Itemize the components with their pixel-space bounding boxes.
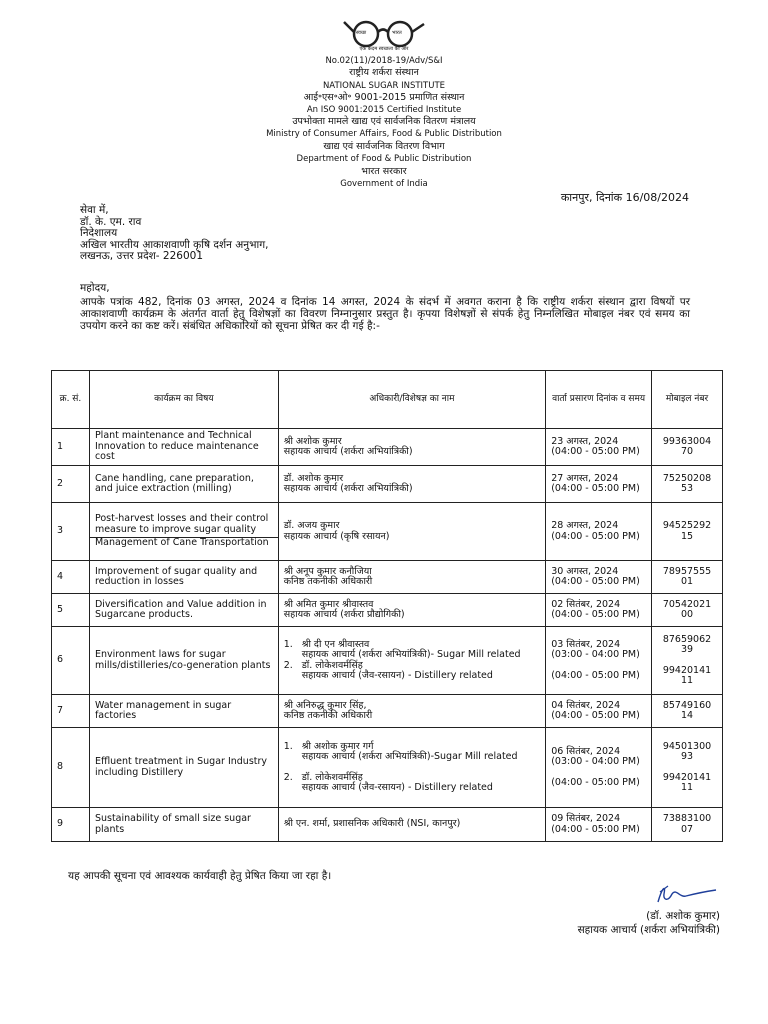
cell-officer xyxy=(278,503,545,561)
cell-mobile xyxy=(652,429,723,466)
mobile-part: 14 xyxy=(680,710,694,721)
mobile-part: 11 xyxy=(680,782,694,793)
mobile-part: 78957555 xyxy=(662,565,712,577)
topic-line: Management of Cane Transportation xyxy=(90,537,278,549)
broadcast-date: 03 सितंबर, 2024 xyxy=(551,638,621,650)
cell-topic: Plant maintenance and Technical Innovation to reduce maintenance cost xyxy=(89,429,278,466)
mobile-part: 94525292 xyxy=(662,520,712,531)
header-officer: अधिकारी/विशेषज्ञ का नाम xyxy=(278,371,545,429)
table-row xyxy=(52,627,723,695)
header-mobile: मोबाइल नंबर xyxy=(652,371,723,429)
cell-date xyxy=(546,728,652,808)
broadcast-time: (04:00 - 05:00 PM) xyxy=(551,530,640,542)
government-english: Government of India xyxy=(340,179,428,189)
officer-designation: सहायक आचार्य (शर्करा अभियांत्रिकी)- Sugar Mill related xyxy=(301,649,521,660)
table-row xyxy=(52,808,723,842)
officer-name: डॉ. अजय कुमार xyxy=(283,520,340,531)
cell-mobile xyxy=(652,695,723,728)
officer-name: डॉ. अशोक कुमार xyxy=(283,472,344,484)
mobile-part: 73883100 xyxy=(662,813,712,824)
broadcast-time: (04:00 - 05:00 PM) xyxy=(551,669,640,681)
broadcast-time: (04:00 - 05:00 PM) xyxy=(551,576,640,587)
cell-date xyxy=(546,808,652,842)
cell-mobile xyxy=(652,728,723,808)
signatory-designation: सहायक आचार्य (शर्करा अभियांत्रिकी) xyxy=(577,924,720,936)
cell-date xyxy=(546,594,652,627)
cell-serial: 3 xyxy=(52,503,90,561)
officer-designation: कनिष्ठ तकनीकी अधिकारी xyxy=(283,576,373,587)
cell-topic: Water management in sugar factories xyxy=(89,695,278,728)
broadcast-date: 28 अगस्त, 2024 xyxy=(551,520,619,531)
officer-designation: सहायक आचार्य (शर्करा अभियांत्रिकी) xyxy=(283,446,413,457)
cell-date xyxy=(546,466,652,503)
ministry-english: Ministry of Consumer Affairs, Food & Public Distribution xyxy=(266,129,502,139)
cell-serial: 9 xyxy=(52,808,90,842)
broadcast-time: (04:00 - 05:00 PM) xyxy=(551,446,640,457)
officer-designation: सहायक आचार्य (शर्करा अभियांत्रिकी)-Sugar Mill related xyxy=(301,751,518,762)
body-paragraph: आपके पत्रांक 482, दिनांक 03 अगस्त, 2024 व दिनांक 14 अगस्त, 2024 के संदर्भ में अवगत कराना है कि राष्ट्रीय शर्करा संस्थान द्वारा विषयों पर आकाशवाणी कार्यक्रम के अंतर्गत वार्ता हेतु विशेषज्ञों का विवरण निम्नानुसार प्रस्तुत है। कृपया विशेषज्ञों से संपर्क हेतु निम्नलिखित मोबाइल नंबर एवं समय का उपयोग करने का कष्ट करें। संबंधित अधिकारियों को सूचना प्रेषित कर दी गई है:- xyxy=(80,296,690,333)
signatory-name: (डॉ. अशोक कुमार) xyxy=(646,910,720,922)
officer-name: श्री दी एन श्रीवास्तव xyxy=(301,638,370,650)
broadcast-date: 04 सितंबर, 2024 xyxy=(551,699,621,711)
broadcast-date: 30 अगस्त, 2024 xyxy=(551,565,619,577)
table-row xyxy=(52,503,723,561)
addressee-line: लखनऊ, उत्तर प्रदेश- 226001 xyxy=(80,250,203,263)
table-row xyxy=(52,561,723,594)
officer-name: श्री अशोक कुमार xyxy=(283,435,342,447)
iso-english: An ISO 9001:2015 Certified Institute xyxy=(306,105,462,115)
mobile-part: 99363004 xyxy=(662,435,712,447)
logo-text-right: भारत xyxy=(392,30,402,36)
cell-officer: श्री एन. शर्मा, प्रशासनिक अधिकारी (NSI, कानपुर) xyxy=(278,808,545,842)
date-line: कानपुर, दिनांक 16/08/2024 xyxy=(560,191,689,204)
table-row xyxy=(52,728,723,808)
table-header-row xyxy=(52,371,723,429)
table-row xyxy=(52,695,723,728)
broadcast-time: (04:00 - 05:00 PM) xyxy=(551,710,640,721)
cell-topic: Environment laws for sugar mills/distilleries/co-generation plants xyxy=(89,627,278,695)
government-hindi: भारत सरकार xyxy=(361,166,407,177)
salutation: महोदय, xyxy=(80,282,110,294)
cell-topic: Cane handling, cane preparation, and juice extraction (milling) xyxy=(89,466,278,503)
institute-name-hindi: राष्ट्रीय शर्करा संस्थान xyxy=(349,67,419,78)
logo-tagline: एक कदम स्वच्छता की ओर xyxy=(359,46,409,52)
officer-entry: 2. डॉ. लोकेशवर्मसिंह xyxy=(283,659,363,671)
cell-date xyxy=(546,561,652,594)
cell-serial: 1 xyxy=(52,429,90,466)
table-row xyxy=(52,594,723,627)
cell-mobile xyxy=(652,503,723,561)
broadcast-date: 06 सितंबर, 2024 xyxy=(551,745,621,757)
ministry-hindi: उपभोक्ता मामले खाद्य एवं सार्वजनिक वितरण मंत्रालय xyxy=(292,116,476,127)
cell-date xyxy=(546,695,652,728)
broadcast-time: (03:00 - 04:00 PM) xyxy=(551,756,640,768)
officer-designation: सहायक आचार्य (शर्करा अभियांत्रिकी) xyxy=(283,483,413,494)
mobile-part: 93 xyxy=(680,751,694,762)
department-english: Department of Food & Public Distribution xyxy=(296,154,472,164)
broadcast-time: (04:00 - 05:00 PM) xyxy=(551,609,640,620)
mobile-part: 15 xyxy=(680,530,694,542)
cell-date xyxy=(546,503,652,561)
addressee-line: डॉ. के. एम. राव xyxy=(80,215,142,228)
institute-name-english: NATIONAL SUGAR INSTITUTE xyxy=(322,81,446,91)
officer-entry: 1. श्री अशोक कुमार गर्ग xyxy=(283,740,374,752)
broadcast-time: (03:00 - 04:00 PM) xyxy=(551,649,640,661)
cell-officer xyxy=(278,594,545,627)
cell-officer xyxy=(278,695,545,728)
header-date: वार्ता प्रसारण दिनांक व समय xyxy=(546,371,652,429)
officer-entry: 2. डॉ. लोकेशवर्मसिंह xyxy=(283,771,363,783)
mobile-part: 75250208 xyxy=(662,472,712,484)
schedule-table xyxy=(51,370,723,842)
officer-name: श्री अशोक कुमार गर्ग xyxy=(301,740,374,752)
addressee-line: निदेशालय xyxy=(80,227,118,240)
officer-designation: सहायक आचार्य (जैव-रसायन) - Distillery related xyxy=(301,670,493,681)
logo-text-left: स्वच्छ xyxy=(356,30,367,36)
header-topic: कार्यक्रम का विषय xyxy=(89,371,278,429)
officer-entry: 1. श्री दी एन श्रीवास्तव xyxy=(283,638,370,650)
mobile-part: 70 xyxy=(680,446,694,457)
signature-icon xyxy=(652,880,722,910)
officer-designation: कनिष्ठ तकनीकी अधिकारी xyxy=(283,710,373,721)
cell-serial: 4 xyxy=(52,561,90,594)
cell-serial: 5 xyxy=(52,594,90,627)
officer-name: डॉ. लोकेशवर्मसिंह xyxy=(301,771,363,783)
cell-topic: Sustainability of small size sugar plants xyxy=(89,808,278,842)
broadcast-date: 23 अगस्त, 2024 xyxy=(551,435,619,447)
broadcast-date: 02 सितंबर, 2024 xyxy=(551,598,621,610)
officer-name: श्री अनूप कुमार कनौजिया xyxy=(283,565,372,577)
department-hindi: खाद्य एवं सार्वजनिक वितरण विभाग xyxy=(323,141,445,152)
addressee-line: अखिल भारतीय आकाशवाणी कृषि दर्शन अनुभाग, xyxy=(80,238,269,251)
cell-officer xyxy=(278,728,545,808)
mobile-part: 07 xyxy=(680,823,694,835)
iso-hindi: आई॰एस॰ओ॰ 9001-2015 प्रमाणित संस्थान xyxy=(303,92,465,103)
cell-serial: 6 xyxy=(52,627,90,695)
officer-designation: सहायक आचार्य (जैव-रसायन) - Distillery related xyxy=(301,782,493,793)
mobile-part: 99420141 xyxy=(662,771,712,783)
cell-date xyxy=(546,429,652,466)
cell-officer xyxy=(278,561,545,594)
cell-mobile xyxy=(652,627,723,695)
broadcast-time: (04:00 - 05:00 PM) xyxy=(551,823,640,835)
header-serial: क्र. सं. xyxy=(52,371,90,429)
cell-mobile xyxy=(652,808,723,842)
mobile-part: 00 xyxy=(680,609,694,620)
mobile-part: 85749160 xyxy=(662,699,712,711)
cell-officer xyxy=(278,429,545,466)
broadcast-date: 09 सितंबर, 2024 xyxy=(551,813,621,824)
broadcast-time: (04:00 - 05:00 PM) xyxy=(551,776,640,788)
cell-serial: 2 xyxy=(52,466,90,503)
officer-designation: सहायक आचार्य (कृषि रसायन) xyxy=(283,530,390,542)
cell-mobile xyxy=(652,594,723,627)
cell-mobile xyxy=(652,466,723,503)
cell-topic: Effluent treatment in Sugar Industry including Distillery xyxy=(89,728,278,808)
closing-line: यह आपकी सूचना एवं आवश्यक कार्यवाही हेतु प्रेषित किया जा रहा है। xyxy=(68,870,332,882)
cell-serial: 7 xyxy=(52,695,90,728)
broadcast-time: (04:00 - 05:00 PM) xyxy=(551,483,640,494)
mobile-part: 99420141 xyxy=(662,664,712,676)
cell-topic xyxy=(89,503,278,561)
cell-serial: 8 xyxy=(52,728,90,808)
mobile-part: 70542021 xyxy=(662,598,712,610)
cell-officer xyxy=(278,627,545,695)
table-row xyxy=(52,429,723,466)
addressee-line: सेवा में, xyxy=(80,204,109,216)
topic-line: Post-harvest losses and their control measure to improve sugar quality xyxy=(94,513,269,535)
mobile-part: 53 xyxy=(680,483,694,494)
cell-date xyxy=(546,627,652,695)
mobile-part: 01 xyxy=(680,576,694,587)
table-row xyxy=(52,466,723,503)
ref-number: No.02(11)/2018-19/Adv/S&I xyxy=(325,56,443,66)
mobile-part: 39 xyxy=(680,644,694,655)
addressee-block xyxy=(80,205,268,263)
cell-topic: Improvement of sugar quality and reduction in losses xyxy=(89,561,278,594)
cell-topic: Diversification and Value addition in Sugarcane products. xyxy=(89,594,278,627)
cell-mobile xyxy=(652,561,723,594)
mobile-part: 94501300 xyxy=(662,740,712,752)
officer-designation: सहायक आचार्य (शर्करा प्रौद्योगिकी) xyxy=(283,609,405,620)
officer-name: श्री अमित कुमार श्रीवास्तव xyxy=(283,598,374,610)
signature-scribble xyxy=(652,880,722,910)
cell-officer xyxy=(278,466,545,503)
broadcast-date: 27 अगस्त, 2024 xyxy=(551,472,619,484)
mobile-part: 87659062 xyxy=(662,633,712,645)
officer-name: डॉ. लोकेशवर्मसिंह xyxy=(301,659,363,671)
officer-name: श्री अनिरुद्ध कुमार सिंह, xyxy=(283,699,367,711)
mobile-part: 11 xyxy=(680,675,694,686)
